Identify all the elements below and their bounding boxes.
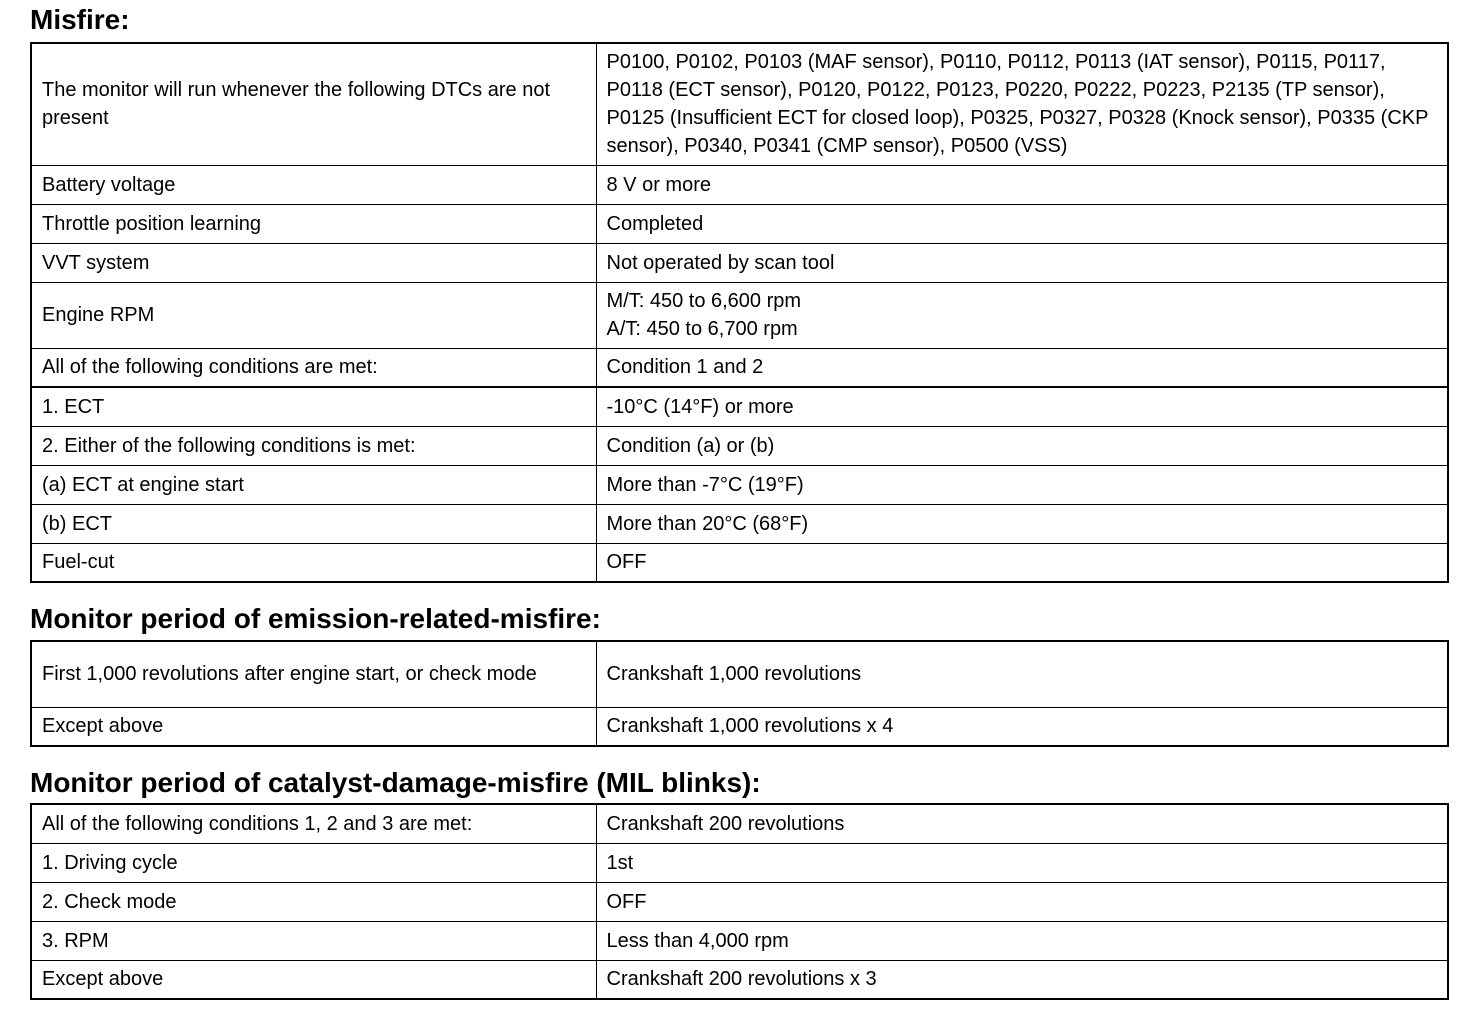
value-cell: -10°C (14°F) or more — [596, 387, 1448, 426]
condition-cell: 2. Check mode — [31, 882, 596, 921]
condition-cell: 3. RPM — [31, 921, 596, 960]
condition-cell: Throttle position learning — [31, 204, 596, 243]
table-row — [31, 387, 1448, 426]
value-cell: More than 20°C (68°F) — [596, 504, 1448, 543]
condition-cell: Except above — [31, 707, 596, 746]
value-cell: 8 V or more — [596, 165, 1448, 204]
value-cell: Condition 1 and 2 — [596, 348, 1448, 387]
emission-misfire-table — [30, 640, 1449, 747]
table-row — [31, 243, 1448, 282]
table-row — [31, 707, 1448, 746]
value-cell: Crankshaft 1,000 revolutions — [596, 641, 1448, 707]
value-cell: P0100, P0102, P0103 (MAF sensor), P0110, P0112, P0113 (IAT sensor), P0115, P0117, P0118 (ECT sensor), P0120, P0122, P0123, P0220, P0222, P0223, P2135 (TP sensor), P0125 (Insufficient ECT for closed loop), P0325, P0327, P0328 (Knock sensor), P0335 (CKP sensor), P0340, P0341 (CMP sensor), P0500 (VSS) — [596, 43, 1448, 165]
condition-cell: Fuel-cut — [31, 543, 596, 582]
value-cell: Crankshaft 1,000 revolutions x 4 — [596, 707, 1448, 746]
value-cell: Not operated by scan tool — [596, 243, 1448, 282]
value-cell: M/T: 450 to 6,600 rpm A/T: 450 to 6,700 rpm — [596, 282, 1448, 348]
table-row — [31, 543, 1448, 582]
condition-cell: 1. Driving cycle — [31, 843, 596, 882]
condition-cell: Except above — [31, 960, 596, 999]
catalyst-misfire-heading: Monitor period of catalyst-damage-misfire (MIL blinks): — [30, 767, 761, 798]
condition-cell: (a) ECT at engine start — [31, 465, 596, 504]
condition-cell: All of the following conditions are met: — [31, 348, 596, 387]
table-row — [31, 43, 1448, 165]
condition-cell: The monitor will run whenever the following DTCs are not present — [31, 43, 596, 165]
condition-cell: (b) ECT — [31, 504, 596, 543]
value-cell: Crankshaft 200 revolutions x 3 — [596, 960, 1448, 999]
table-row — [31, 165, 1448, 204]
value-cell: OFF — [596, 882, 1448, 921]
table-row — [31, 282, 1448, 348]
table-row — [31, 641, 1448, 707]
value-cell: OFF — [596, 543, 1448, 582]
catalyst-misfire-table — [30, 803, 1449, 1000]
table-row — [31, 882, 1448, 921]
emission-misfire-heading: Monitor period of emission-related-misfire: — [30, 603, 601, 634]
condition-cell: VVT system — [31, 243, 596, 282]
table-row — [31, 921, 1448, 960]
table-row — [31, 426, 1448, 465]
value-cell: Crankshaft 200 revolutions — [596, 804, 1448, 843]
table-row — [31, 960, 1448, 999]
table-row — [31, 465, 1448, 504]
value-cell: Less than 4,000 rpm — [596, 921, 1448, 960]
value-cell: Condition (a) or (b) — [596, 426, 1448, 465]
condition-cell: 2. Either of the following conditions is met: — [31, 426, 596, 465]
misfire-heading: Misfire: — [30, 4, 130, 35]
value-cell: 1st — [596, 843, 1448, 882]
condition-cell: Engine RPM — [31, 282, 596, 348]
table-row — [31, 504, 1448, 543]
condition-cell: Battery voltage — [31, 165, 596, 204]
value-cell: Completed — [596, 204, 1448, 243]
condition-cell: All of the following conditions 1, 2 and 3 are met: — [31, 804, 596, 843]
table-row — [31, 204, 1448, 243]
table-row — [31, 804, 1448, 843]
misfire-table — [30, 42, 1449, 583]
condition-cell: 1. ECT — [31, 387, 596, 426]
table-row — [31, 843, 1448, 882]
condition-cell: First 1,000 revolutions after engine start, or check mode — [31, 641, 596, 707]
table-row — [31, 348, 1448, 387]
value-cell: More than -7°C (19°F) — [596, 465, 1448, 504]
